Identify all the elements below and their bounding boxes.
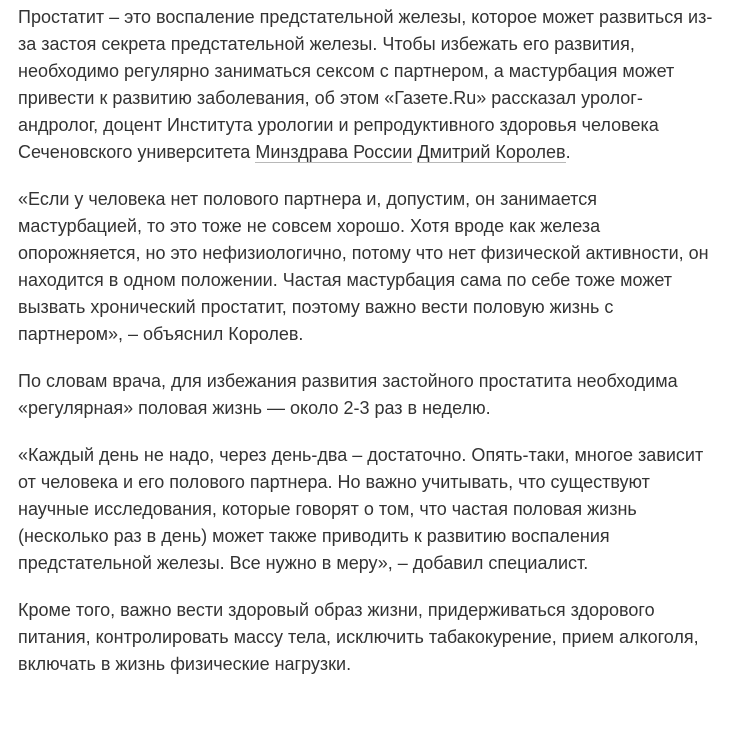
paragraph-3: По словам врача, для избежания развития застойного простатита необходима «регулярная» половая жизнь — около 2-3 раз в неделю. — [18, 371, 678, 418]
paragraph-5: Кроме того, важно вести здоровый образ жизни, придерживаться здорового питания, контролировать массу тела, исключить табакокурение, прием алкоголя, включать в жизнь физические нагрузки. — [18, 600, 699, 674]
paragraph-2: «Если у человека нет полового партнера и, допустим, он занимается мастурбацией, то это тоже не совсем хорошо. Хотя вроде как железа опорожняется, но это нефизиологично, потому что нет физической активности, он находится в одном положении. Частая мастурбация сама по себе тоже может вызвать хронический простатит, поэтому важно вести половую жизнь с партнером», – объяснил Королев. — [18, 189, 709, 344]
link-dmitry-korolev[interactable]: Дмитрий Королев — [417, 142, 566, 162]
paragraph-1-text: Простатит – это воспаление предстательной железы, которое может развиться из-за застоя секрета предстательной железы. Чтобы избежать его развития, необходимо регулярно заниматься сексом с партнером, а мастурбация может привести к развитию заболевания, об этом «Газете.Ru» рассказал уролог-андролог, доцент Института урологии и репродуктивного здоровья человека Сеченовского университета — [18, 7, 713, 162]
link-ministry-of-health[interactable]: Минздрава России — [255, 142, 413, 162]
paragraph-1-end: . — [565, 142, 571, 162]
paragraph-1 — [18, 4, 715, 166]
paragraph-4: «Каждый день не надо, через день-два – достаточно. Опять-таки, многое зависит от человека и его полового партнера. Но важно учитывать, что существуют научные исследования, которые говорят о том, что частая половая жизнь (несколько раз в день) может также приводить к развитию воспаления предстательной железы. Все нужно в меру», – добавил специалист. — [18, 445, 704, 573]
